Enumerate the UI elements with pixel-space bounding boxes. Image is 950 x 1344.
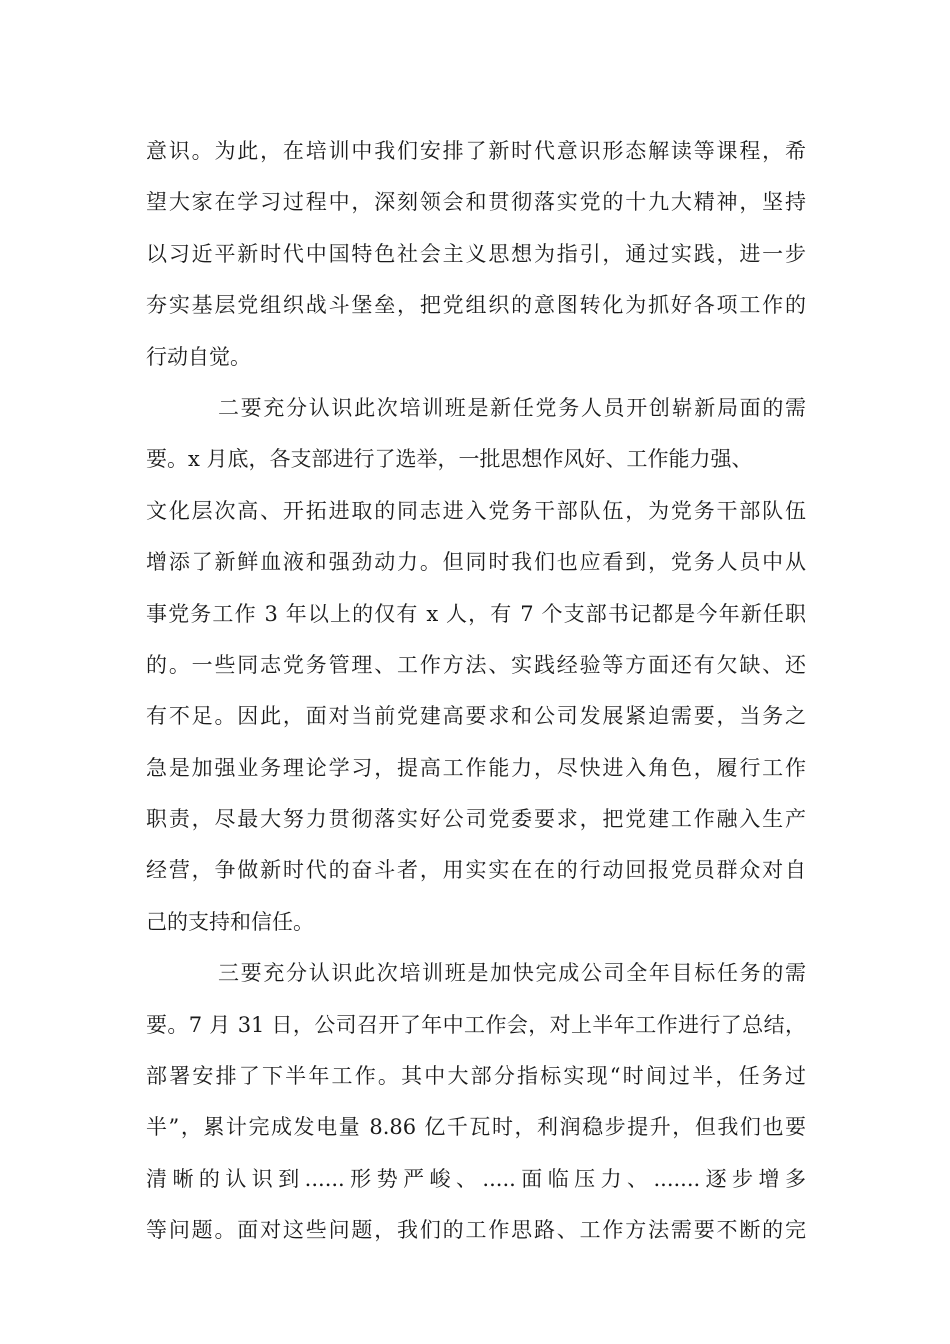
text-line: 事党务工作 3 年以上的仅有 x 人，有 7 个支部书记都是今年新任职 bbox=[146, 601, 806, 626]
text-line: 清晰的认识到......形势严峻、.....面临压力、.......逐步增多 bbox=[146, 1166, 806, 1191]
text-line: 行动自觉。 bbox=[146, 344, 251, 369]
text-line: 急是加强业务理论学习，提高工作能力，尽快进入角色，履行工作 bbox=[146, 755, 806, 780]
text-line: 要。x 月底，各支部进行了选举，一批思想作风好、工作能力强、 bbox=[146, 447, 753, 472]
paragraph-start-line: 三要充分认识此次培训班是加快完成公司全年目标任务的需 bbox=[218, 961, 806, 986]
paragraph-start-line: 二要充分认识此次培训班是新任党务人员开创崭新局面的需 bbox=[218, 395, 806, 420]
text-line: 职责，尽最大努力贯彻落实好公司党委要求，把党建工作融入生产 bbox=[146, 807, 806, 832]
text-line: 有不足。因此，面对当前党建高要求和公司发展紧迫需要，当务之 bbox=[146, 704, 806, 729]
text-line: 文化层次高、开拓进取的同志进入党务干部队伍，为党务干部队伍 bbox=[146, 498, 806, 523]
text-line: 增添了新鲜血液和强劲动力。但同时我们也应看到，党务人员中从 bbox=[146, 550, 806, 575]
text-line: 望大家在学习过程中，深刻领会和贯彻落实党的十九大精神，坚持 bbox=[146, 190, 806, 215]
body-text bbox=[146, 126, 806, 1257]
text-line: 等问题。面对这些问题，我们的工作思路、工作方法需要不断的完 bbox=[146, 1218, 806, 1243]
text-line: 的。一些同志党务管理、工作方法、实践经验等方面还有欠缺、还 bbox=[146, 652, 806, 677]
text-line: 意识。为此，在培训中我们安排了新时代意识形态解读等课程，希 bbox=[146, 139, 806, 163]
text-line: 半”，累计完成发电量 8.86 亿千瓦时，利润稳步提升，但我们也要 bbox=[146, 1115, 806, 1140]
text-line: 以习近平新时代中国特色社会主义思想为指引，通过实践，进一步 bbox=[146, 241, 806, 266]
text-line: 经营，争做新时代的奋斗者，用实实在在的行动回报党员群众对自 bbox=[146, 858, 806, 883]
text-line: 部署安排了下半年工作。其中大部分指标实现“时间过半，任务过 bbox=[146, 1064, 806, 1089]
text-line: 己的支持和信任。 bbox=[146, 909, 314, 934]
text-line: 夯实基层党组织战斗堡垒，把党组织的意图转化为抓好各项工作的 bbox=[146, 293, 806, 318]
text-line: 要。7 月 31 日，公司召开了年中工作会，对上半年工作进行了总结， bbox=[146, 1012, 806, 1037]
